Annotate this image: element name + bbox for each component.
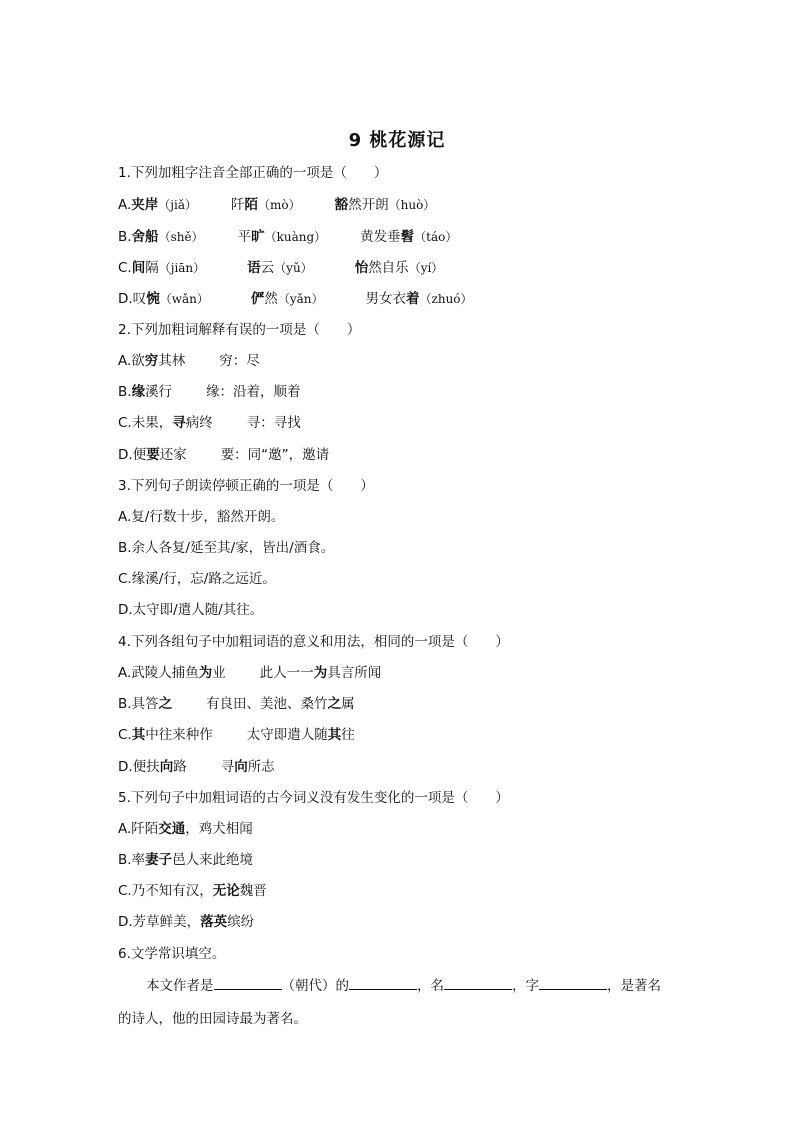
blank-name[interactable] xyxy=(444,975,512,990)
question-1-option-c: C.间隔（jiān） 语云（yǔ） 怡然自乐（yí） xyxy=(118,260,444,276)
question-5-stem: 5.下列句子中加粗词语的古今词义没有发生变化的一项是（ ） xyxy=(118,790,509,806)
question-3-option-a: A.复/行数十步，豁然开朗。 xyxy=(118,509,285,525)
question-5-option-d: D.芳草鲜美，落英缤纷 xyxy=(118,914,255,930)
question-4-option-a: A.武陵人捕鱼为业 此人一一为具言所闻 xyxy=(118,665,382,681)
question-4-stem: 4.下列各组句子中加粗词语的意义和用法，相同的一项是（ ） xyxy=(118,634,509,650)
blank-dynasty[interactable] xyxy=(349,975,417,990)
question-4-option-d: D.便扶向路 寻向所志 xyxy=(118,759,275,775)
page-title: 9 桃花源记 xyxy=(348,130,446,151)
question-5-option-c: C.乃不知有汉，无论魏晋 xyxy=(118,883,267,899)
question-2-option-a: A.欲穷其林 穷：尽 xyxy=(118,353,260,369)
question-2-option-c: C.未果，寻病终 寻：寻找 xyxy=(118,415,301,431)
question-2-stem: 2.下列加粗词解释有误的一项是（ ） xyxy=(118,322,361,338)
question-2-option-d: D.便要还家 要：同“邀”，邀请 xyxy=(118,447,330,463)
question-1-option-d: D.叹惋（wǎn） 俨然（yǎn） 男女衣着（zhuó） xyxy=(118,291,473,307)
question-1-option-a: A.夹岸（jiǎ） 阡陌（mò） 豁然开朗（huò） xyxy=(118,197,436,213)
blank-courtesy-name[interactable] xyxy=(539,975,607,990)
question-1-option-b: B.舍船（shě） 平旷（kuàng） 黄发垂髫（táo） xyxy=(118,229,458,245)
question-5-option-b: B.率妻子邑人来此绝境 xyxy=(118,852,254,868)
question-3-option-d: D.太守即/遣人随/其往。 xyxy=(118,602,264,618)
question-3-option-c: C.缘溪/行，忘/路之远近。 xyxy=(118,571,276,587)
blank-author[interactable] xyxy=(214,975,282,990)
question-2-option-b: B.缘溪行 缘：沿着，顺着 xyxy=(118,384,301,400)
question-3-option-b: B.余人各复/延至其/家，皆出/酒食。 xyxy=(118,540,335,556)
question-4-option-c: C.其中往来种作 太守即遣人随其往 xyxy=(118,727,355,743)
question-5-option-a: A.阡陌交通，鸡犬相闻 xyxy=(118,821,253,837)
question-1-stem: 1.下列加粗字注音全部正确的一项是（ ） xyxy=(118,165,388,181)
question-4-option-b: B.具答之 有良田、美池、桑竹之属 xyxy=(118,696,355,712)
question-3-stem: 3.下列句子朗读停顿正确的一项是（ ） xyxy=(118,478,374,494)
question-6-fill-line-2: 的诗人，他的田园诗最为著名。 xyxy=(118,1011,307,1027)
question-6-stem: 6.文学常识填空。 xyxy=(118,946,226,962)
question-6-fill-line: 本文作者是 （朝代）的 ，名 ，字 ，是著名 xyxy=(146,975,661,996)
